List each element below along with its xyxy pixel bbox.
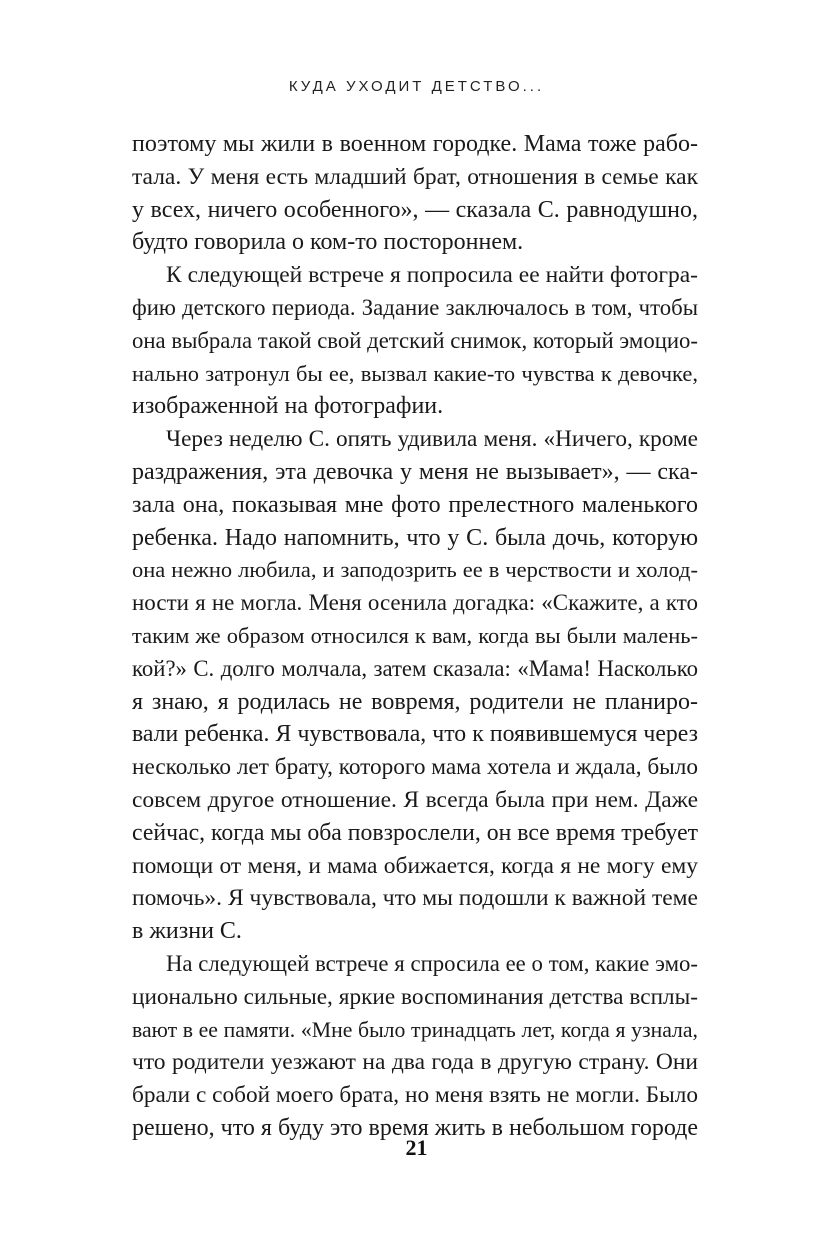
text-line: На следующей встрече я спросила ее о том, какие эмо- xyxy=(166,950,698,976)
text-line: поэтому мы жили в военном городке. Мама тоже рабо- xyxy=(132,131,698,157)
text-line: Через неделю С. опять удивила меня. «Ничего, кроме xyxy=(166,426,698,453)
text-line: тала. У меня есть младший брат, отношения в семье как xyxy=(132,163,698,190)
text-line: ционально сильные, яркие воспоминания детства всплы- xyxy=(132,983,698,1010)
paragraph xyxy=(132,259,698,423)
text-line: раздражения, эта девочка у меня не вызывает», — ска- xyxy=(132,458,698,485)
text-line: изображенной на фотографии. xyxy=(132,393,444,420)
text-line: сейчас, когда мы оба повзрослели, он все время требует xyxy=(132,819,698,846)
paragraph xyxy=(132,128,698,259)
paragraph xyxy=(132,948,698,1145)
text-line: она нежно любила, и заподозрить ее в черствости и холод- xyxy=(132,557,698,583)
text-line: будто говорила о ком-то постороннем. xyxy=(132,229,524,256)
running-head: КУДА УХОДИТ ДЕТСТВО... xyxy=(288,78,545,95)
text-line: нально затронул бы ее, вызвал какие-то чувства к девочке, xyxy=(132,360,698,386)
text-line: решено, что я буду это время жить в небольшом городе xyxy=(132,1114,698,1141)
page-number: 21 xyxy=(405,1135,428,1160)
text-line: она выбрала такой свой детский снимок, который эмоцио- xyxy=(132,327,698,353)
text-line: вали ребенка. Я чувствовала, что к появившемуся через xyxy=(132,721,698,748)
text-line: зала она, показывая мне фото прелестного маленького xyxy=(132,491,698,518)
text-line: брали с собой моего брата, но меня взять не могли. Было xyxy=(132,1082,698,1109)
body-text xyxy=(132,128,698,1145)
text-line: я знаю, я родилась не вовремя, родители не планиро- xyxy=(132,688,698,715)
paragraph xyxy=(132,423,698,948)
text-line: кой?» С. долго молчала, затем сказала: «Мама! Насколько xyxy=(132,655,698,681)
text-line: таким же образом относился к вам, когда вы были малень- xyxy=(132,622,698,648)
text-line: в жизни С. xyxy=(132,918,242,945)
text-line: К следующей встрече я попросила ее найти фотогра- xyxy=(166,262,698,289)
text-line: вают в ее памяти. «Мне было тринадцать лет, когда я узнала, xyxy=(132,1017,698,1042)
text-line: несколько лет брату, которого мама хотела и ждала, было xyxy=(132,754,698,781)
text-line: что родители уезжают на два года в другую страну. Они xyxy=(132,1049,698,1076)
text-line: фию детского периода. Задание заключалось в том, чтобы xyxy=(132,294,698,320)
text-line: помочь». Я чувствовала, что мы подошли к важной теме xyxy=(132,885,698,912)
text-line: помощи от меня, и мама обижается, когда я не могу ему xyxy=(132,852,698,879)
text-line: совсем другое отношение. Я всегда была при нем. Даже xyxy=(132,786,698,813)
text-line: ности я не могла. Меня осенила догадка: «Скажите, а кто xyxy=(132,590,698,616)
text-line: у всех, ничего особенного», — сказала С. равнодушно, xyxy=(132,196,698,223)
text-line: ребенка. Надо напомнить, что у С. была дочь, которую xyxy=(132,524,698,551)
